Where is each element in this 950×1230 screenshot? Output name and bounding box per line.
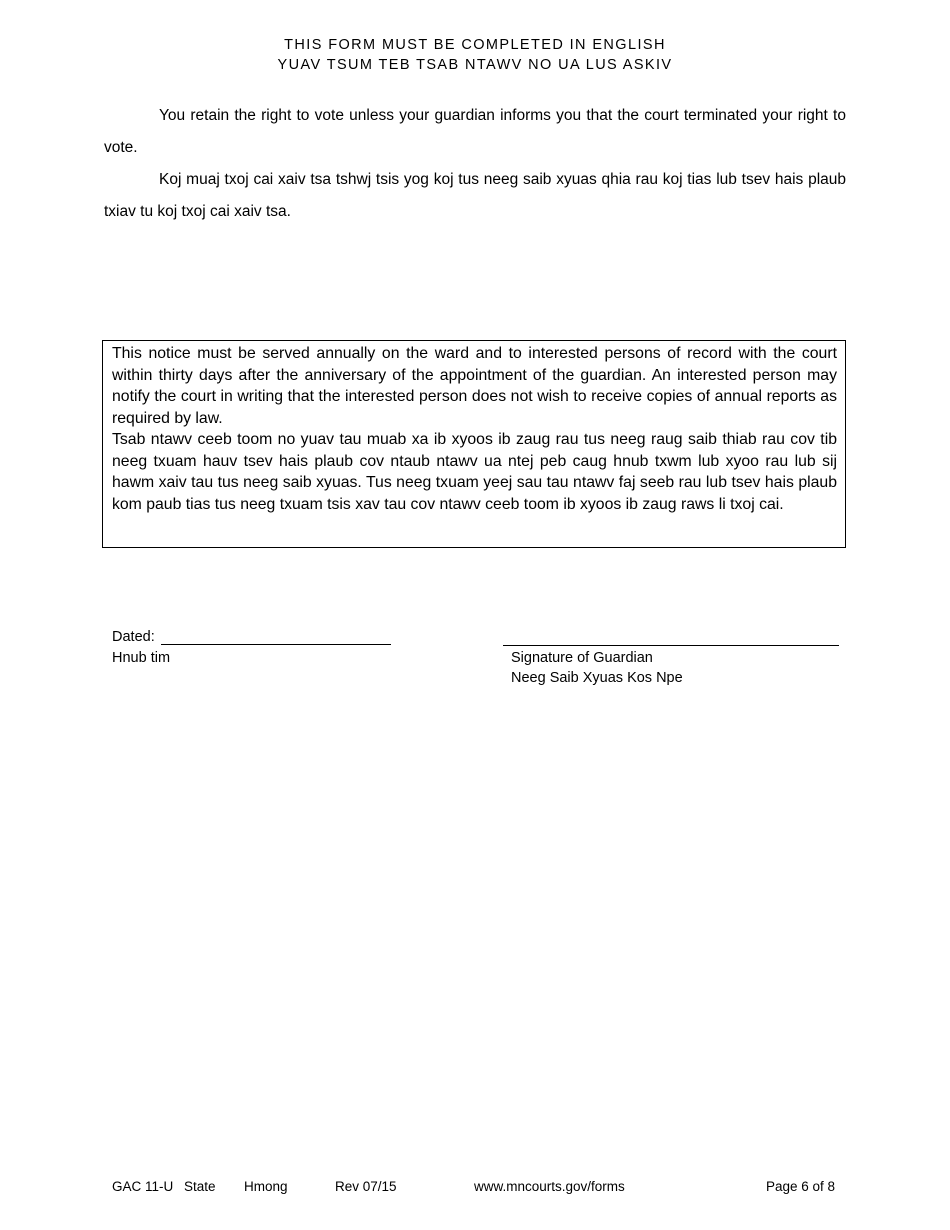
footer-page-number: Page 6 of 8: [766, 1179, 836, 1194]
vote-rights-paragraph-english: [104, 100, 846, 164]
dated-label: Dated:: [112, 629, 155, 645]
vote-rights-text-english: You retain the right to vote unless your guardian informs you that the court terminated your right to vote.: [104, 107, 846, 156]
dated-label-hmong: Hnub tim: [112, 650, 171, 666]
signature-line[interactable]: [503, 645, 839, 646]
header-english: THIS FORM MUST BE COMPLETED IN ENGLISH: [284, 37, 666, 53]
service-notice-english: This notice must be served annually on the ward and to interested persons of record with the court within thirty days after the anniversary of the appointment of the guardian. An interested person may notify the court in writing that the interested person does not wish to receive copies of annual reports as required by law.: [112, 345, 837, 427]
service-notice-hmong: Tsab ntawv ceeb toom no yuav tau muab xa ib xyoos ib zaug rau tus neeg raug saib thiab rau cov tib neeg txuam hauv tsev hais plaub cov ntaub ntawv ua ntej peb caug hnub txwm lub xyoo rau lub sij hawm xaiv tau tus neeg saib xyuas. Tus neeg txuam yeej sau tau ntawv faj seeb rau lub tsev hais plaub kom paub tias tus neeg txuam tsis xav tau cov ntawv ceeb toom ib xyoos ib zaug raws li txoj cai.: [112, 431, 837, 513]
footer-language: Hmong: [244, 1179, 288, 1194]
footer-revision: Rev 07/15: [335, 1179, 397, 1194]
header-hmong: YUAV TSUM TEB TSAB NTAWV NO UA LUS ASKIV: [277, 57, 673, 73]
signature-label: Signature of Guardian: [511, 650, 653, 666]
dated-input-line[interactable]: [161, 644, 391, 645]
service-notice-box: [102, 340, 846, 548]
vote-rights-text-hmong: Koj muaj txoj cai xaiv tsa tshwj tsis yog koj tus neeg saib xyuas qhia rau koj tias lub tsev hais plaub txiav tu koj txoj cai xaiv tsa.: [104, 171, 846, 220]
signature-label-hmong: Neeg Saib Xyuas Kos Npe: [511, 670, 683, 686]
form-header: [0, 35, 950, 75]
footer-url[interactable]: www.mncourts.gov/forms: [474, 1179, 625, 1194]
footer-form-code: GAC 11-U: [112, 1179, 174, 1194]
footer-jurisdiction: State: [184, 1179, 216, 1194]
vote-rights-paragraph-hmong: [104, 164, 846, 228]
